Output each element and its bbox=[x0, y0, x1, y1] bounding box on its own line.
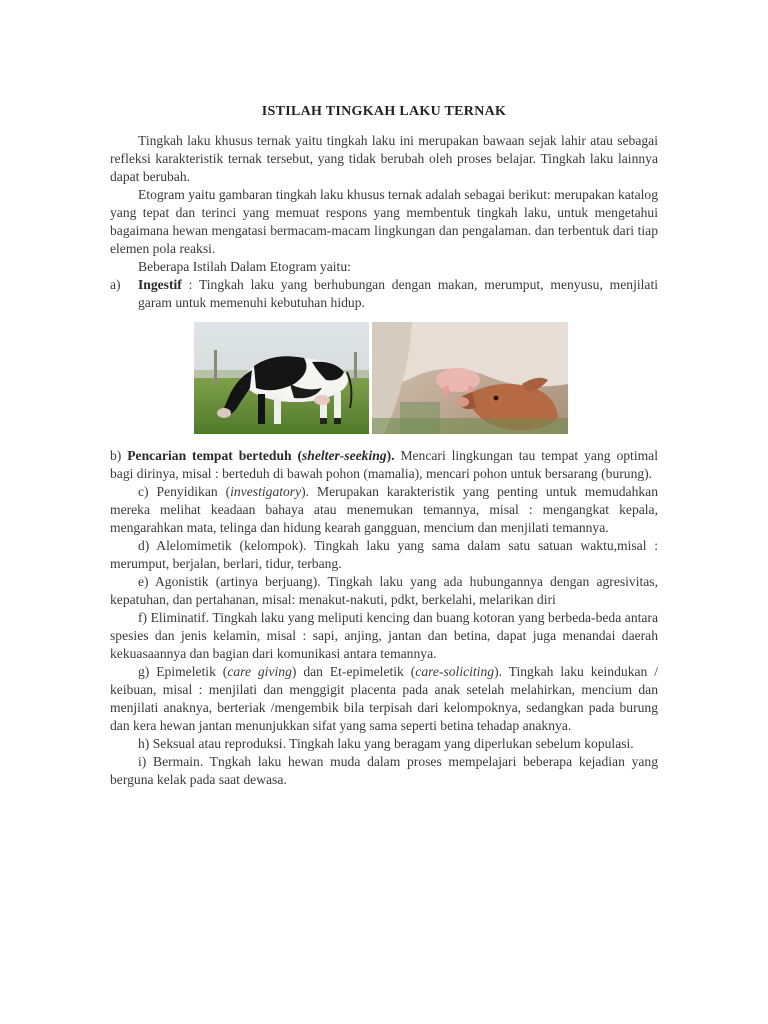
intro-paragraph-1: Tingkah laku khusus ternak yaitu tingkah laku ini merupakan bawaan sejak lahir atau sebagai refleksi karakteristik ternak tersebut, yang tidak berubah oleh proses belajar. Tingkah laku lainnya dapat berubah. bbox=[110, 133, 658, 184]
list-marker: a) bbox=[110, 277, 121, 292]
document-title: ISTILAH TINGKAH LAKU TERNAK bbox=[261, 104, 507, 119]
item-c-italic: investigatory bbox=[230, 484, 302, 499]
item-g-italic-2: care-soliciting bbox=[415, 664, 495, 679]
item-b-text: Mencari lingkungan tau tempat yang optimal bagi dirinya, misal : berteduh di bawah pohon (mamalia), mencari pohon untuk bersarang (burung). bbox=[110, 448, 658, 481]
intro-paragraph-2: Etogram yaitu gambaran tingkah laku khusus ternak adalah sebagai berikut: merupakan katalog yang tepat dan terinci yang memuat respons yang membentuk tingkah laku, untuk mengetahui bagaimana hewan mengatasi bermacam-macam lingkungan dan pengalaman. dan terbentuk dari tiap elemen pola reaksi. bbox=[110, 187, 658, 256]
list-item-body bbox=[138, 276, 658, 312]
item-g-post: ). Tingkah laku keindukan / keibuan, misal : menjilati dan menggigit placenta pada anak setelah melahirkan, mencium dan menjilati anaknya, berteriak /mengembik bila terpisah dari kelompoknya, sedangkan pada burung dan kera hewan jantan menunjukkan sifat yang sama seperti betina tehadap anaknya. bbox=[110, 664, 659, 733]
item-b-term-end: ). bbox=[386, 448, 395, 463]
item-g-pre: g) Epimeletik ( bbox=[138, 664, 228, 679]
list-item-epimeletik bbox=[110, 663, 658, 735]
item-b-marker: b) bbox=[110, 448, 128, 463]
item-c-post: ). Merupakan karakteristik yang penting untuk memudahkan mereka melihat keadaan bahaya atau menemukan temannya, misal : mengangkat kepala, mengarahkan mata, telinga dan hidung kearah gangguan, mencium dan menjilati temannya. bbox=[110, 484, 658, 535]
list-item-investigatory bbox=[110, 483, 658, 537]
item-c-pre: c) Penyidikan ( bbox=[138, 484, 231, 499]
list-item-eliminatif: f) Eliminatif. Tingkah laku yang meliputi kencing dan buang kotoran yang berbeda-beda antara spesies dan jenis kelamin, misal : sapi, anjing, jantan dan betina, dapat juga menandai daerah kekuasaannya dan bagian dari komunikasi antara temannya. bbox=[110, 610, 658, 661]
list-item-shelter-seeking bbox=[110, 447, 658, 483]
intro-paragraph-3: Beberapa Istilah Dalam Etogram yaitu: bbox=[138, 259, 351, 274]
grazing-cow-illustration bbox=[194, 322, 369, 434]
item-g-italic-1: care giving bbox=[227, 664, 292, 679]
photo-row bbox=[194, 322, 568, 434]
list-item-agonistik: e) Agonistik (artinya berjuang). Tingkah laku yang ada hubungannya dengan agresivitas, kepatuhan, dan pertahanan, misal: menakut-nakuti, pdkt, berkelahi, melarikan diri bbox=[110, 574, 658, 607]
list-item-bermain: i) Bermain. Tngkah laku hewan muda dalam proses mempelajari beberapa kejadian yang berguna kelak pada saat dewasa. bbox=[110, 754, 658, 787]
item-b-term-italic: shelter-seeking bbox=[302, 448, 387, 463]
grazing-cow-image bbox=[194, 322, 369, 434]
item-a-text: : Tingkah laku yang berhubungan dengan makan, merumput, menyusu, menjilati garam untuk memenuhi kebutuhan hidup. bbox=[138, 277, 658, 310]
document-content bbox=[110, 102, 658, 789]
suckling-calf-illustration bbox=[372, 322, 568, 434]
list-item-ingestif bbox=[110, 276, 658, 312]
spacer bbox=[110, 434, 658, 447]
term-shelter-seeking bbox=[127, 448, 394, 463]
list-item-seksual: h) Seksual atau reproduksi. Tingkah laku yang beragam yang diperlukan sebelum kopulasi. bbox=[138, 736, 634, 751]
suckling-calf-image bbox=[372, 322, 568, 434]
item-b-term: Pencarian tempat berteduh ( bbox=[127, 448, 303, 463]
list-item-alelomimetik: d) Alelomimetik (kelompok). Tingkah laku yang sama dalam satu satuan waktu,misal : merumput, berjalan, berlari, tidur, terbang. bbox=[110, 538, 658, 571]
item-g-mid: ) dan Et-epimeletik ( bbox=[291, 664, 416, 679]
term-ingestif: Ingestif bbox=[138, 277, 182, 292]
